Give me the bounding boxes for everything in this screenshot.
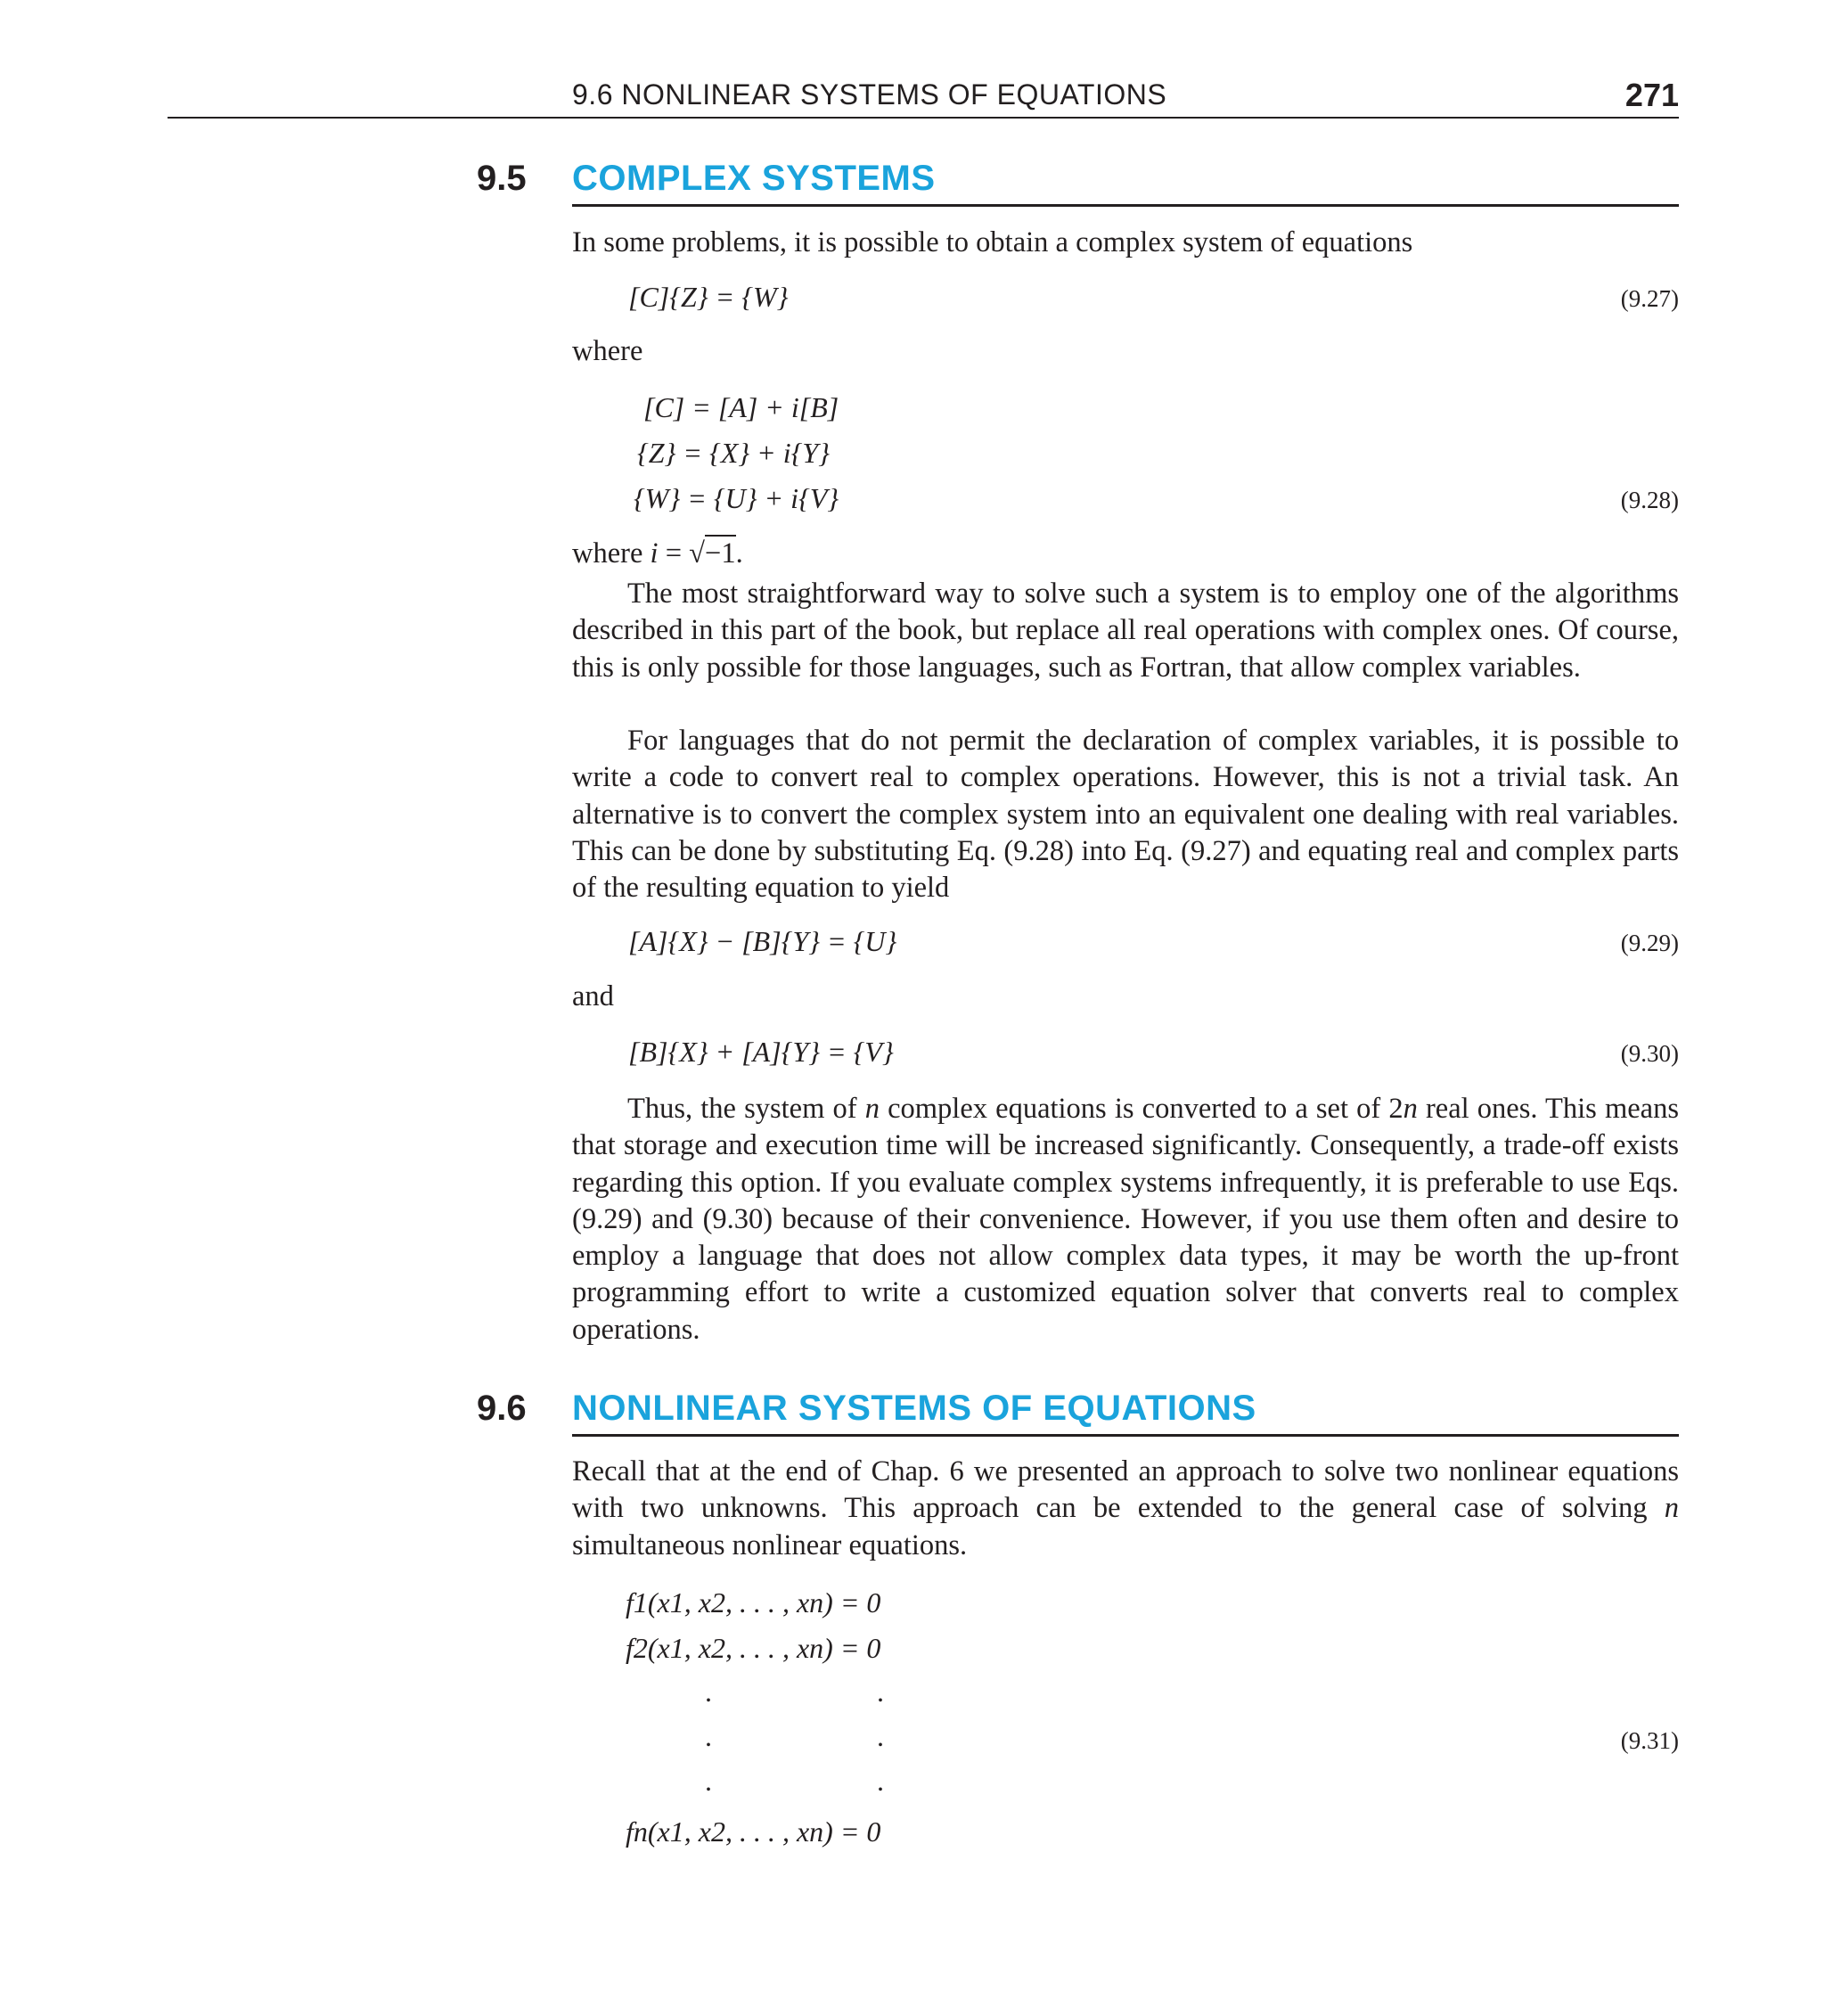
paragraph-nonlinear-intro bbox=[572, 1454, 1679, 1564]
equation-9-31-line-2: f2(x1, x2, . . . , xn) = 0 bbox=[626, 1632, 881, 1664]
nonlinear-intro-part-2: simultaneous nonlinear equations. bbox=[572, 1528, 968, 1561]
period: . bbox=[735, 537, 743, 570]
where-i-definition bbox=[572, 537, 743, 570]
where-text-1: where bbox=[572, 335, 643, 367]
equation-9-29: [A]{X} − [B]{Y} = {U} bbox=[628, 925, 897, 957]
radical-sign: √ bbox=[689, 537, 705, 570]
equation-9-31-line-1: f1(x1, x2, . . . , xn) = 0 bbox=[626, 1586, 881, 1619]
page-number: 271 bbox=[1624, 77, 1679, 113]
header-rule bbox=[168, 117, 1679, 119]
vertical-dot: . bbox=[877, 1765, 884, 1797]
variable-n: n bbox=[1403, 1093, 1418, 1125]
section-number-9-6: 9.6 bbox=[477, 1389, 527, 1428]
section-number-9-5: 9.5 bbox=[477, 159, 527, 198]
equals-sign: = bbox=[658, 537, 690, 570]
equation-9-30: [B]{X} + [A]{Y} = {V} bbox=[628, 1036, 894, 1068]
equation-9-28-line-2: {Z} = {X} + i{Y} bbox=[637, 437, 830, 469]
equation-label-9-29: (9.29) bbox=[1620, 930, 1679, 956]
equation-9-28-line-1: [C] = [A] + i[B] bbox=[643, 391, 839, 423]
section-title-complex-systems: COMPLEX SYSTEMS bbox=[572, 159, 936, 198]
equation-9-31-line-n: fn(x1, x2, . . . , xn) = 0 bbox=[626, 1815, 881, 1848]
imaginary-unit-symbol: i bbox=[650, 537, 659, 570]
where-i-prefix: where bbox=[572, 537, 651, 570]
equation-label-9-28: (9.28) bbox=[1620, 487, 1679, 513]
equation-9-27: [C]{Z} = {W} bbox=[628, 281, 789, 313]
variable-n: n bbox=[1664, 1492, 1679, 1525]
paragraph-1: The most straightforward way to solve such a system is to employ one of the algorithms described in this part of the book, but replace all real operations with complex ones. Of course, this is only possible for those languages, such as Fortran, that allow complex variables. bbox=[572, 578, 1679, 684]
nonlinear-intro-part-1: Recall that at the end of Chap. 6 we presented an approach to solve two nonlinear equations with two unknowns. This approach can be extended to the general case of solving bbox=[572, 1455, 1679, 1525]
paragraph-3-part-2: complex equations is converted to a set of 2 bbox=[879, 1093, 1404, 1125]
equation-9-28-line-3: {W} = {U} + i{V} bbox=[634, 482, 839, 514]
vertical-dot: . bbox=[705, 1720, 712, 1752]
paragraph-3 bbox=[572, 1091, 1679, 1348]
and-text: and bbox=[572, 980, 614, 1012]
vertical-dot: . bbox=[877, 1720, 884, 1752]
equation-label-9-30: (9.30) bbox=[1620, 1040, 1679, 1067]
paragraph-3-part-1: Thus, the system of bbox=[627, 1093, 865, 1125]
vertical-dot: . bbox=[877, 1676, 884, 1708]
section-title-nonlinear-systems: NONLINEAR SYSTEMS OF EQUATIONS bbox=[572, 1389, 1256, 1428]
section-rule-9-6 bbox=[572, 1434, 1679, 1437]
intro-paragraph: In some problems, it is possible to obtain a complex system of equations bbox=[572, 226, 1413, 258]
section-rule-9-5 bbox=[572, 204, 1679, 207]
paragraph-3-part-3: real ones. This means that storage and execution time will be increased significantly. Consequently, a trade-off exists regarding this option. If you evaluate complex systems infrequently, it is preferable to use Eqs. (9.29) and (9.30) because of their convenience. However, if you use them often and desire to employ a language that does not allow complex data types, it may be worth the up-front programming effort to write a customized equation solver that converts real to complex operations. bbox=[572, 1093, 1679, 1346]
equation-label-9-31: (9.31) bbox=[1620, 1727, 1679, 1754]
vertical-dot: . bbox=[705, 1676, 712, 1708]
paragraph-2: For languages that do not permit the declaration of complex variables, it is possible to write a code to convert real to complex operations. However, this is not a trivial task. An alternative is to convert the complex system into an equivalent one dealing with real variables. This can be done by substituting Eq. (9.28) into Eq. (9.27) and equating real and complex parts of the resulting equation to yield bbox=[572, 725, 1679, 905]
variable-n: n bbox=[864, 1093, 880, 1125]
running-header-title: 9.6 NONLINEAR SYSTEMS OF EQUATIONS bbox=[572, 78, 1167, 111]
vertical-dot: . bbox=[705, 1765, 712, 1797]
radicand: −1 bbox=[705, 535, 736, 570]
equation-label-9-27: (9.27) bbox=[1620, 285, 1679, 312]
